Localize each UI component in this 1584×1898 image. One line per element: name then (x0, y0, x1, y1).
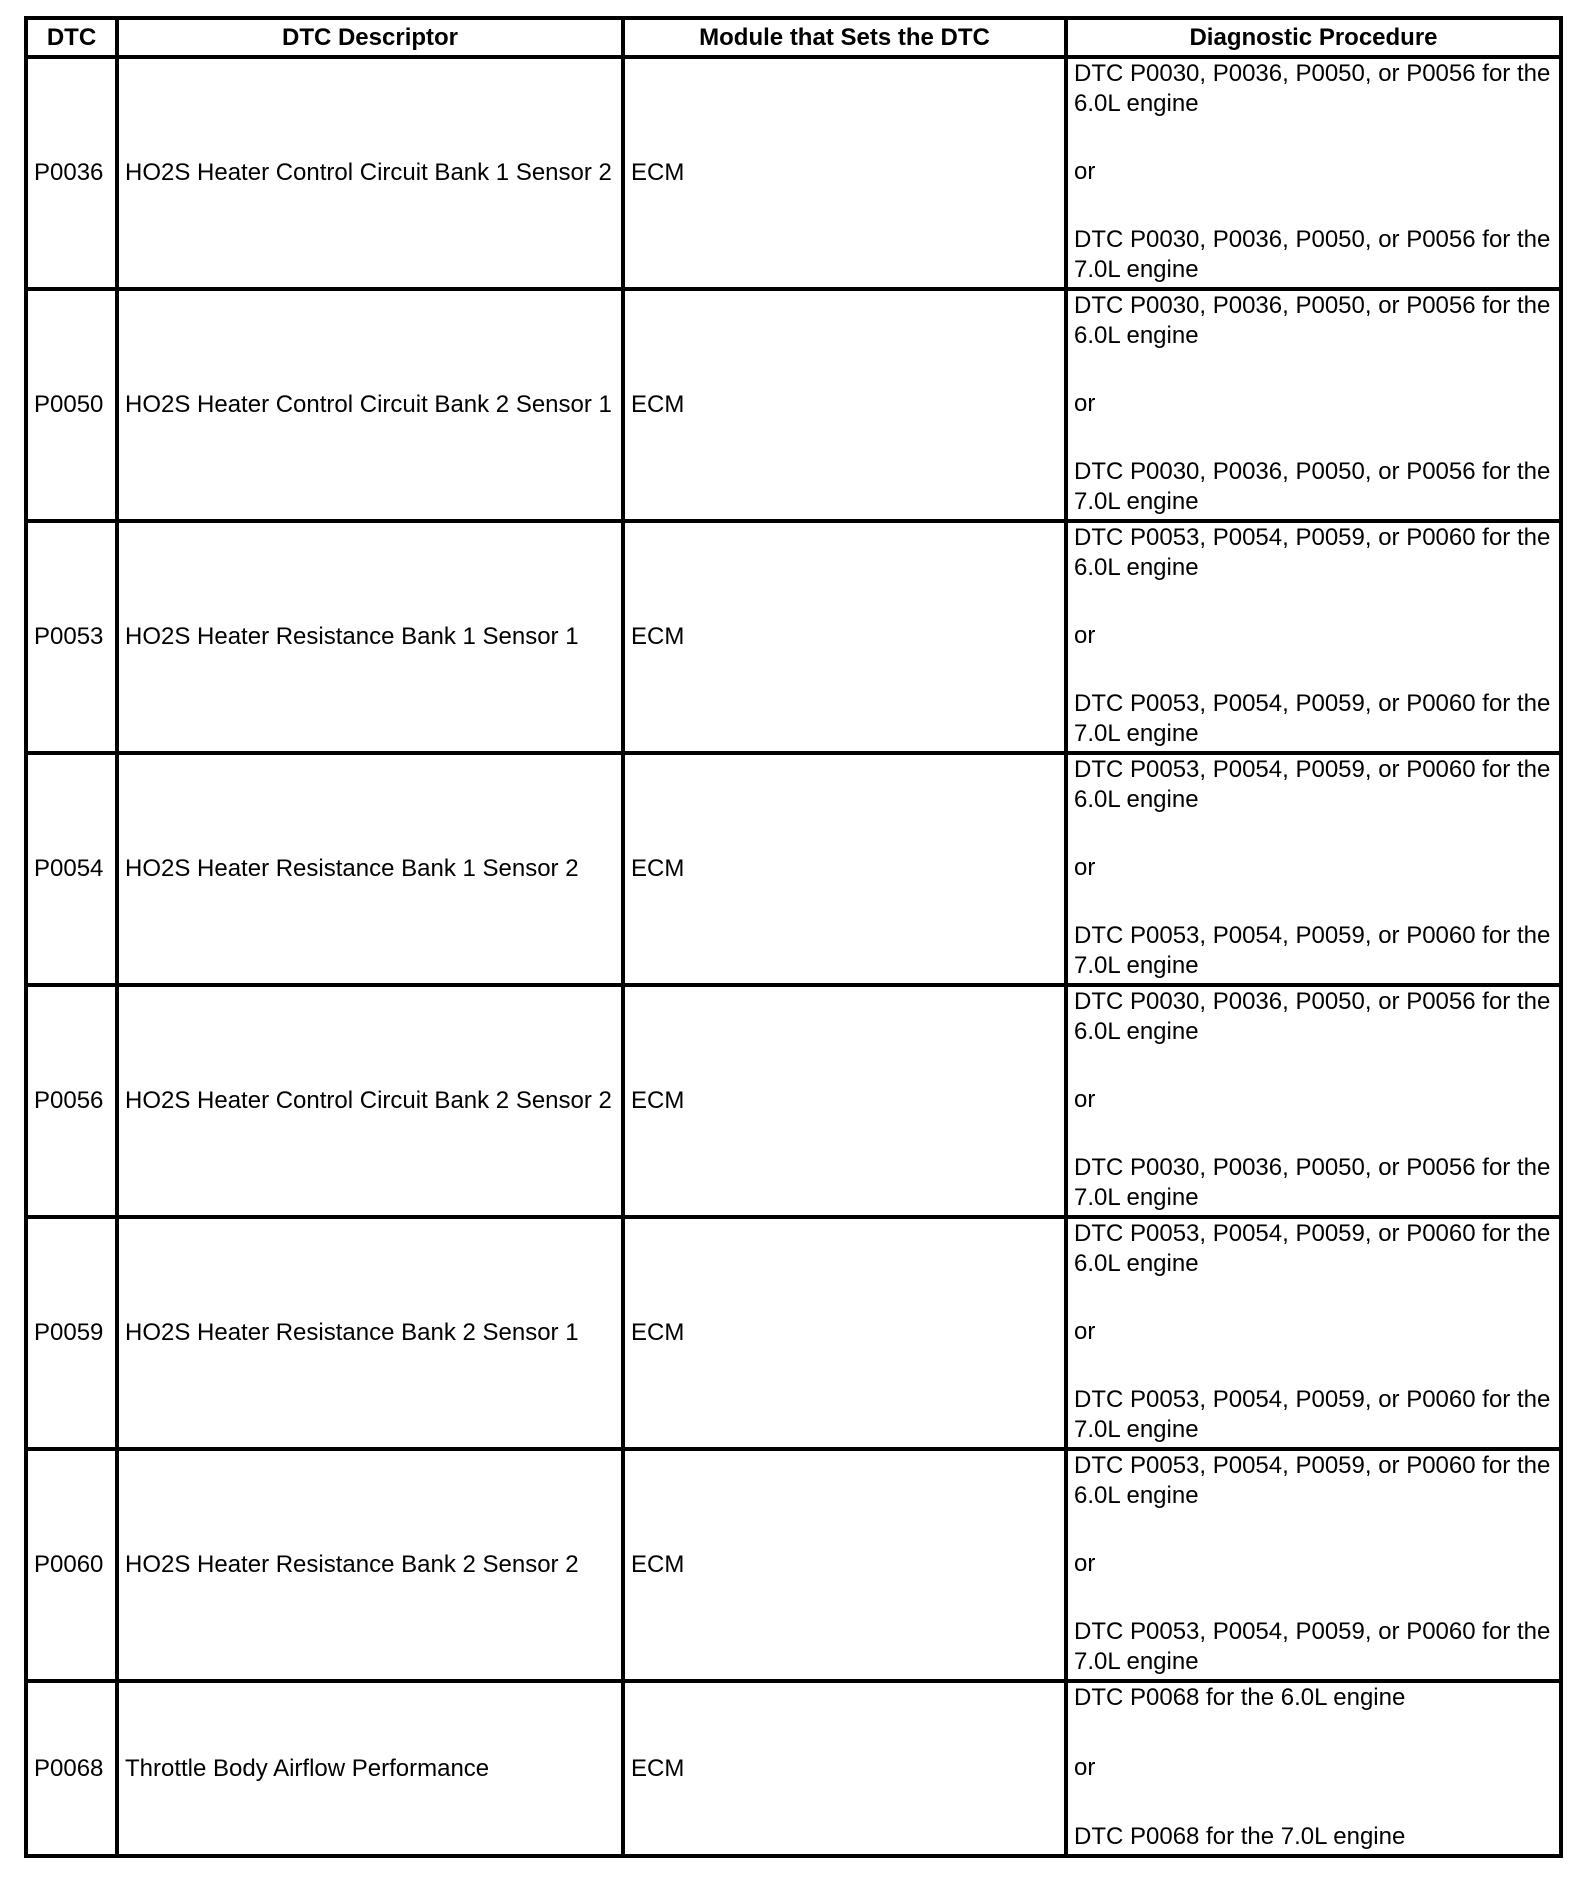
procedure-7-0l: DTC P0053, P0054, P0059, or P0060 for the 7.0L engine (1074, 1386, 1551, 1443)
procedure-7-0l: DTC P0068 for the 7.0L engine (1074, 1823, 1406, 1850)
dtc-table (24, 16, 1563, 1858)
procedure-7-0l: DTC P0030, P0036, P0050, or P0056 for the 7.0L engine (1074, 1154, 1551, 1211)
procedure-6-0l: DTC P0053, P0054, P0059, or P0060 for the 6.0L engine (1074, 1452, 1551, 1509)
dtc-descriptor: Throttle Body Airflow Performance (117, 1681, 623, 1856)
dtc-descriptor: HO2S Heater Control Circuit Bank 2 Sensor 2 (117, 985, 623, 1217)
dtc-code: P0050 (26, 289, 117, 521)
procedure-7-0l: DTC P0030, P0036, P0050, or P0056 for the 7.0L engine (1074, 226, 1551, 283)
dtc-code: P0056 (26, 985, 117, 1217)
table-row (26, 1681, 1561, 1856)
procedure-6-0l: DTC P0053, P0054, P0059, or P0060 for the 6.0L engine (1074, 524, 1551, 581)
dtc-module: ECM (623, 289, 1066, 521)
procedure-6-0l: DTC P0053, P0054, P0059, or P0060 for the 6.0L engine (1074, 1220, 1551, 1277)
diagnostic-procedure (1066, 289, 1561, 521)
table-row (26, 289, 1561, 521)
dtc-code: P0068 (26, 1681, 117, 1856)
procedure-or: or (1074, 1753, 1096, 1781)
dtc-module: ECM (623, 985, 1066, 1217)
procedure-or: or (1074, 1550, 1096, 1577)
table-row (26, 57, 1561, 289)
procedure-6-0l: DTC P0068 for the 6.0L engine (1074, 1684, 1406, 1711)
procedure-6-0l: DTC P0030, P0036, P0050, or P0056 for the 6.0L engine (1074, 292, 1551, 349)
procedure-7-0l: DTC P0030, P0036, P0050, or P0056 for the 7.0L engine (1074, 458, 1551, 515)
dtc-code: P0054 (26, 753, 117, 985)
dtc-code: P0060 (26, 1449, 117, 1681)
table-row (26, 753, 1561, 985)
diagnostic-procedure (1066, 521, 1561, 753)
header-descriptor: DTC Descriptor (117, 18, 623, 57)
dtc-descriptor: HO2S Heater Control Circuit Bank 2 Sensor 1 (117, 289, 623, 521)
dtc-descriptor: HO2S Heater Resistance Bank 2 Sensor 2 (117, 1449, 623, 1681)
procedure-7-0l: DTC P0053, P0054, P0059, or P0060 for the 7.0L engine (1074, 690, 1551, 747)
dtc-descriptor: HO2S Heater Control Circuit Bank 1 Sensor 2 (117, 57, 623, 289)
procedure-or: or (1074, 390, 1096, 417)
dtc-descriptor: HO2S Heater Resistance Bank 1 Sensor 2 (117, 753, 623, 985)
dtc-module: ECM (623, 57, 1066, 289)
header-module: Module that Sets the DTC (623, 18, 1066, 57)
dtc-code: P0059 (26, 1217, 117, 1449)
procedure-or: or (1074, 1318, 1096, 1345)
diagnostic-procedure (1066, 985, 1561, 1217)
diagnostic-procedure (1066, 1217, 1561, 1449)
procedure-6-0l: DTC P0030, P0036, P0050, or P0056 for the 6.0L engine (1074, 988, 1551, 1045)
procedure-or: or (1074, 854, 1096, 881)
dtc-descriptor: HO2S Heater Resistance Bank 2 Sensor 1 (117, 1217, 623, 1449)
table-row (26, 985, 1561, 1217)
table-row (26, 1449, 1561, 1681)
dtc-module: ECM (623, 753, 1066, 985)
dtc-descriptor: HO2S Heater Resistance Bank 1 Sensor 1 (117, 521, 623, 753)
dtc-module: ECM (623, 1681, 1066, 1856)
header-dtc: DTC (26, 18, 117, 57)
procedure-7-0l: DTC P0053, P0054, P0059, or P0060 for the 7.0L engine (1074, 1618, 1551, 1675)
procedure-or: or (1074, 622, 1096, 649)
dtc-code: P0053 (26, 521, 117, 753)
diagnostic-procedure (1066, 57, 1561, 289)
diagnostic-procedure (1066, 1681, 1561, 1856)
procedure-7-0l: DTC P0053, P0054, P0059, or P0060 for the 7.0L engine (1074, 922, 1551, 979)
header-row (26, 18, 1561, 57)
procedure-or: or (1074, 158, 1096, 185)
procedure-or: or (1074, 1086, 1096, 1113)
dtc-module: ECM (623, 1217, 1066, 1449)
dtc-module: ECM (623, 1449, 1066, 1681)
table-row (26, 1217, 1561, 1449)
procedure-6-0l: DTC P0030, P0036, P0050, or P0056 for the 6.0L engine (1074, 60, 1551, 117)
dtc-module: ECM (623, 521, 1066, 753)
diagnostic-procedure (1066, 753, 1561, 985)
dtc-code: P0036 (26, 57, 117, 289)
procedure-6-0l: DTC P0053, P0054, P0059, or P0060 for the 6.0L engine (1074, 756, 1551, 813)
table-row (26, 521, 1561, 753)
header-procedure: Diagnostic Procedure (1066, 18, 1561, 57)
diagnostic-procedure (1066, 1449, 1561, 1681)
